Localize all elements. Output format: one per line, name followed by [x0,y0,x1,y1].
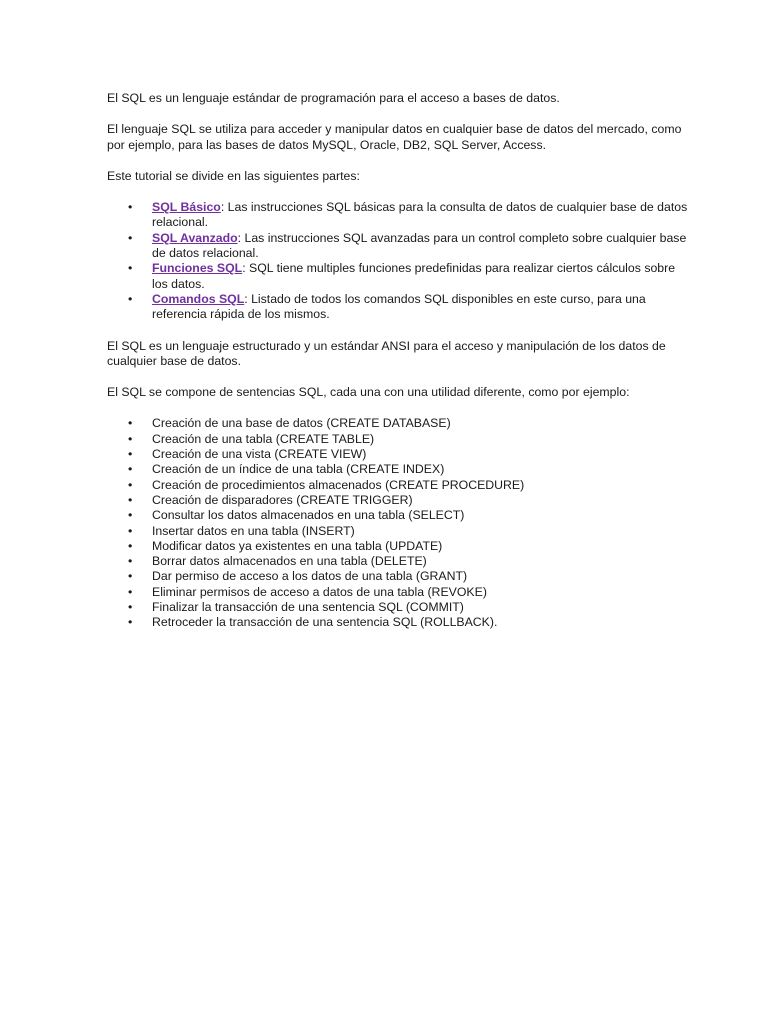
list-item [107,447,688,462]
bullet-icon: • [128,261,133,276]
command-text: Creación de un índice de una tabla (CREATE INDEX) [152,462,445,477]
list-item [107,508,688,523]
command-text: Creación de procedimientos almacenados (CREATE PROCEDURE) [152,477,525,492]
command-text: Creación de una vista (CREATE VIEW) [152,447,367,462]
list-item [107,478,688,493]
bullet-icon: • [128,615,133,630]
list-item [107,600,688,615]
list-item [107,416,688,431]
topic-description: : Las instrucciones SQL avanzadas para un control completo sobre cualquier base de datos relacional. [152,230,687,261]
list-item [107,261,688,292]
list-item [107,200,688,231]
bullet-icon: • [128,431,133,446]
bullet-icon: • [128,200,133,215]
list-item [107,539,688,554]
command-text: Modificar datos ya existentes en una tabla (UPDATE) [152,538,443,553]
bullet-icon: • [128,291,133,306]
bullet-icon: • [128,584,133,599]
command-text: Creación de una tabla (CREATE TABLE) [152,431,375,446]
topic-description: : Listado de todos los comandos SQL disponibles en este curso, para una referencia rápida de los mismos. [152,291,646,322]
command-text: Finalizar la transacción de una sentencia SQL (COMMIT) [152,600,464,615]
list-item [107,462,688,477]
bullet-icon: • [128,523,133,538]
bullet-icon: • [128,462,133,477]
list-item [107,231,688,262]
sql-avanzado-link[interactable]: SQL Avanzado [152,230,238,245]
comandos-sql-link[interactable]: Comandos SQL [152,291,245,306]
list-item [107,569,688,584]
list-item [107,292,688,323]
bullet-icon: • [128,600,133,615]
command-text: Insertar datos en una tabla (INSERT) [152,523,355,538]
intro-paragraph: El SQL es un lenguaje estándar de programación para el acceso a bases de datos. [107,91,560,105]
bullet-icon: • [128,538,133,553]
commands-list [107,416,688,630]
list-item [107,524,688,539]
tutorial-parts-paragraph: Este tutorial se divide en las siguientes partes: [107,168,360,183]
bullet-icon: • [128,447,133,462]
usage-paragraph: El lenguaje SQL se utiliza para acceder y manipular datos en cualquier base de datos del mercado, como por ejemplo, para las bases de datos MySQL, Oracle, DB2, SQL Server, Access. [107,122,682,152]
command-text: Borrar datos almacenados en una tabla (DELETE) [152,554,427,569]
bullet-icon: • [128,230,133,245]
command-text: Retroceder la transacción de una sentencia SQL (ROLLBACK). [152,615,498,630]
sentences-paragraph: El SQL se compone de sentencias SQL, cada una con una utilidad diferente, como por ejemplo: [107,385,630,400]
command-text: Creación de una base de datos (CREATE DATABASE) [152,416,451,431]
list-item [107,493,688,508]
topic-description: : Las instrucciones SQL básicas para la consulta de datos de cualquier base de datos relacional. [152,200,688,230]
list-item [107,585,688,600]
bullet-icon: • [128,508,133,523]
bullet-icon: • [128,416,133,431]
bullet-icon: • [128,477,133,492]
list-item [107,615,688,630]
command-text: Consultar los datos almacenados en una tabla (SELECT) [152,508,465,523]
topic-description: : SQL tiene multiples funciones predefinidas para realizar ciertos cálculos sobre los datos. [152,261,676,291]
sql-basico-link[interactable]: SQL Básico [152,200,221,215]
funciones-sql-link[interactable]: Funciones SQL [152,261,243,276]
topics-list [107,200,688,322]
command-text: Creación de disparadores (CREATE TRIGGER) [152,492,413,507]
command-text: Eliminar permisos de acceso a datos de una tabla (REVOKE) [152,584,487,599]
list-item [107,554,688,569]
ansi-paragraph: El SQL es un lenguaje estructurado y un estándar ANSI para el acceso y manipulación de los datos de cualquier base de datos. [107,338,666,368]
command-text: Dar permiso de acceso a los datos de una tabla (GRANT) [152,569,468,584]
bullet-icon: • [128,492,133,507]
bullet-icon: • [128,569,133,584]
bullet-icon: • [128,554,133,569]
list-item [107,432,688,447]
